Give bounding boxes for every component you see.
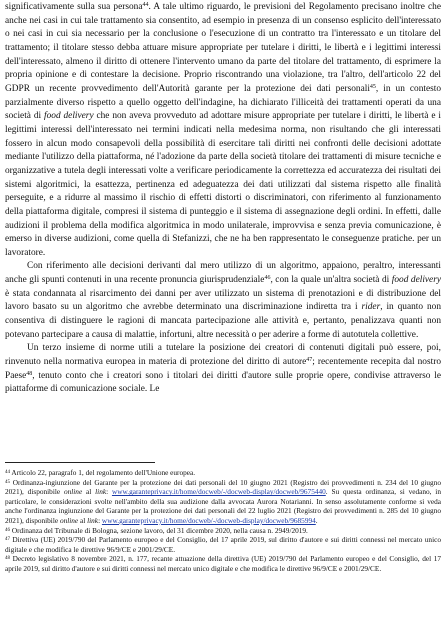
footnote-ref: 45 <box>5 479 10 485</box>
link[interactable]: www.garanteprivacy.it/home/docweb/-/docweb-display/docweb/9675440 <box>111 487 326 497</box>
footnote-ref: 47 <box>5 537 10 543</box>
footnotes-section <box>5 462 441 574</box>
paragraph: Un terzo insieme di norme utili a tutelare la posizione dei creatori di contenuti digitali può essere, poi, rinvenuto nella normativa europea in materia di protezione del diritto di autore$^{47}$; recentemente recepita dal nostro Paese$^{48}$, tenuto conto che i creatori sono i titolari dei diritti d'autore sulle proprie opere, condivise attraverso le piattaforme di comunicazione sociale. Le <box>5 343 441 395</box>
footnote-ref: 45 <box>369 83 376 90</box>
footnote-ref: 48 <box>5 556 10 562</box>
emphasis-text: food delivery <box>44 111 94 122</box>
footnote-ref: 46 <box>264 275 271 282</box>
footnote-ref: 44 <box>142 2 149 8</box>
body-text <box>5 1 441 397</box>
footnote-divider <box>5 462 155 463</box>
footnote-45: $^{45}$ Ordinanza-ingiunzione del Garante per la protezione dei dati personali del 10 giugno 2021 (Registro dei provvedimenti n. 234 del 10 giugno 2021), disponibile online al link: www.garanteprivacy.it/home/docweb/-/docweb-display/docweb/9675440. Su questa ordinanza, si vedano, in particolare, le considerazioni svolte nell'ambito della sua audizione dalla avvocata Aurora Notarianni. In senso assolutamente conforme si veda anche l'ordinanza ingiunzione del Garante per la protezione dei dati personali del 22 luglio 2021 (Registro dei provvedimenti n. 285 del 10 giugno 2021), disponibile online al link: www.garanteprivacy.it/home/docweb/-/docweb-display/docweb/9685994. <box>5 477 441 525</box>
emphasis-text: link <box>95 487 107 497</box>
footnote-46: $^{46}$ Ordinanza del Tribunale di Bologna, sezione lavoro, del 31 dicembre 2020, nella causa n. 2949/2019. <box>5 525 308 535</box>
footnote-44: $^{44}$ Articolo 22, paragrafo 1, del regolamento dell'Unione europea. <box>5 468 196 477</box>
footnote-ref: 47 <box>306 357 313 364</box>
paragraph: Con riferimento alle decisioni derivanti dal mero utilizzo di un algoritmo, appaiono, peraltro, interessanti anche gli spunti contenuti in una recente pronuncia giurisprudenziale$^{46}$, con la quale un'altra società di food delivery è stata condannata al risarcimento dei danni per aver utilizzato un sistema di prenotazioni e di distribuzione del lavoro basato su un algoritmo che avrebbe determinato una discriminazione indiretta tra i rider, in quanto non consentiva di distinguere le ragioni di mancata partecipazione alle attività e, pertanto, penalizzava quanti non potevano partecipare a causa di malattie, infortuni, altre necessità o per aderire a forme di autotutela collettive. <box>5 261 441 340</box>
footnote-ref: 44 <box>5 470 10 475</box>
emphasis-text: online <box>63 487 83 497</box>
link[interactable]: www.garanteprivacy.it/home/docweb/-/docweb-display/docweb/9685994 <box>101 515 316 525</box>
paragraph: significativamente sulla sua persona$^{44}$. A tale ultimo riguardo, le previsioni del Regolamento precisano inoltre che anche nei casi in cui tale trattamento sia consentito, ad esempio in presenza di un consenso esplicito dell'interessato o nei casi in cui sia necessario per la conclusione o l'esecuzione di un contratto tra l'interessato e un titolare del trattamento; il titolare stesso debba attuare misure appropriate per tutelare i diritti, le libertà e i legittimi interessi dell'interessato, almeno il diritto di ottenere l'intervento umano da parte del titolare del trattamento, di esprimere la propria opinione e di contestare la decisione. Proprio riscontrando una violazione, tra l'altro, dell'articolo 22 del GDPR un recente provvedimento dell'Autorità garante per la protezione dei dati personali$^{45}$, in un contesto parzialmente diverso rispetto a quello oggetto dell'indagine, ha dichiarato l'illiceità dei trattamenti operati da una società di food delivery che non aveva provveduto ad adottare misure appropriate per tutelare i diritti, le libertà e i legittimi interessi dell'interessato nei termini indicati nella medesima norma, non risultando che gli interessati fossero in alcun modo consapevoli della possibilità di esercitare tali diritti nei confronti delle decisioni adottate mediante l'utilizzo della piattaforma, né l'adozione da parte della società titolare dei trattamenti di misure tecniche e organizzative a tutela degli interessati volte a verificare periodicamente la correttezza ed accuratezza dei risultati dei sistemi algoritmici, la esattezza, pertinenza ed adeguatezza dei dati utilizzati dal sistema rispetto alle finalità perseguite, e a ridurre al massimo il rischio di effetti distorti o discriminatori, con riferimento al funzionamento della piattaforma digitale, compresi il sistema di punteggio e il sistema di assegnazione degli ordini. In effetti, dalle audizioni il problema della modifica algoritmica in modo unilaterale, improvvisa e senza previa comunicazione, è emerso in diverse audizioni, come quella di Stefanizzi, che ne ha ben rappresentato le conseguenze pratiche. per un lavoratore. <box>5 2 442 258</box>
footnote-47: $^{47}$ Direttiva (UE) 2019/790 del Parlamento europeo e del Consiglio, del 17 aprile 2019, sul diritto d'autore e sui diritti connessi nel mercato unico digitale e che modifica le direttive 96/9/CE e 2001/29/CE. <box>5 535 441 554</box>
footnote-ref: 48 <box>26 370 33 377</box>
emphasis-text: link <box>87 515 99 525</box>
emphasis-text: food delivery <box>391 275 441 286</box>
footnote-ref: 46 <box>5 527 10 533</box>
emphasis-text: rider <box>361 302 381 313</box>
footnote-48: $^{48}$ Decreto legislativo 8 novembre 2021, n. 177, recante attuazione della direttiva (UE) 2019/790 del Parlamento europeo e del Consiglio, del 17 aprile 2019, sul diritto d'autore e sui diritti connessi nel mercato unico digitale e che modifica le direttive 96/9/CE e 2001/29/CE. <box>5 554 441 573</box>
emphasis-text: online <box>59 515 79 525</box>
